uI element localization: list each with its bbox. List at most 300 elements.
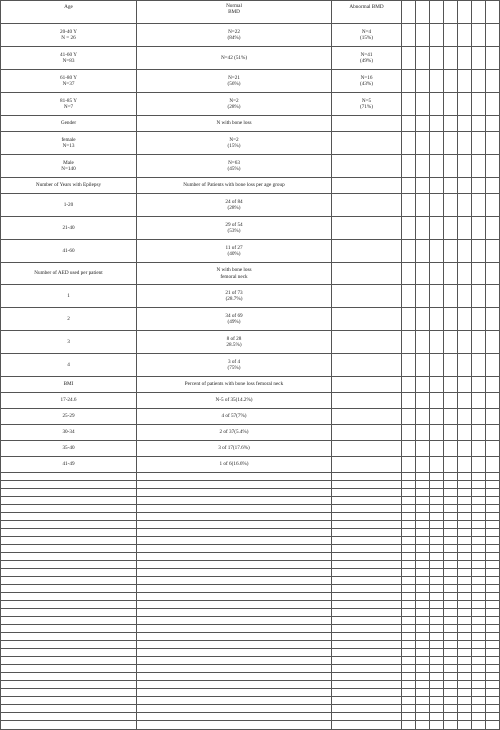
empty-cell — [444, 561, 458, 569]
empty-cell — [416, 537, 430, 545]
empty-cell — [402, 721, 416, 730]
empty-cell — [416, 377, 430, 393]
empty-cell — [430, 354, 444, 377]
empty-cell — [402, 545, 416, 553]
empty-cell — [1, 553, 137, 561]
epilepsy-years: 1-20 — [1, 194, 137, 217]
empty-cell — [416, 178, 430, 194]
empty-cell — [430, 553, 444, 561]
empty-cell — [486, 689, 500, 697]
empty-cell — [430, 481, 444, 489]
empty-cell — [444, 569, 458, 577]
empty-cell — [444, 601, 458, 609]
empty-cell — [486, 529, 500, 537]
empty-cell — [416, 263, 430, 285]
gender-bone-loss: N=63 (45%) — [137, 155, 332, 178]
empty-cell — [402, 673, 416, 681]
empty-cell — [472, 505, 486, 513]
empty-cell — [1, 705, 137, 713]
empty-row — [1, 529, 500, 537]
empty-cell — [472, 681, 486, 689]
empty-cell — [472, 521, 486, 529]
empty-cell — [458, 481, 472, 489]
empty-cell — [1, 713, 137, 721]
empty-cell — [486, 633, 500, 641]
empty-cell — [430, 593, 444, 601]
empty-cell — [430, 93, 444, 116]
empty-cell — [430, 657, 444, 665]
bmi-range: 35-40 — [1, 441, 137, 457]
empty-cell — [416, 705, 430, 713]
empty-cell — [458, 681, 472, 689]
empty-cell — [332, 155, 402, 178]
header-abnormal-bmd: Abnormal BMD — [332, 1, 402, 24]
gender-row — [1, 132, 500, 155]
empty-cell — [430, 194, 444, 217]
empty-row — [1, 697, 500, 705]
empty-cell — [458, 609, 472, 617]
aed-row — [1, 354, 500, 377]
empty-row — [1, 649, 500, 657]
empty-cell — [1, 641, 137, 649]
empty-cell — [458, 553, 472, 561]
empty-cell — [486, 116, 500, 132]
empty-cell — [444, 529, 458, 537]
empty-cell — [416, 481, 430, 489]
empty-row — [1, 681, 500, 689]
aed-row — [1, 331, 500, 354]
empty-cell — [486, 240, 500, 263]
empty-cell — [1, 665, 137, 673]
empty-cell — [458, 537, 472, 545]
empty-cell — [402, 489, 416, 497]
empty-row — [1, 521, 500, 529]
empty-cell — [416, 425, 430, 441]
epilepsy-bone-loss-header: Number of Patients with bone loss per age group — [137, 178, 332, 194]
empty-cell — [402, 354, 416, 377]
abnormal-bmd-value: N=4 (15%) — [332, 24, 402, 47]
empty-cell — [137, 649, 332, 657]
gender-bone-loss: N=2 (15%) — [137, 132, 332, 155]
empty-cell — [458, 489, 472, 497]
empty-cell — [472, 24, 486, 47]
empty-cell — [486, 155, 500, 178]
empty-cell — [458, 116, 472, 132]
empty-cell — [137, 609, 332, 617]
empty-cell — [430, 601, 444, 609]
empty-cell — [472, 194, 486, 217]
empty-cell — [430, 377, 444, 393]
empty-cell — [458, 713, 472, 721]
empty-cell — [430, 689, 444, 697]
empty-row — [1, 577, 500, 585]
empty-cell — [1, 633, 137, 641]
empty-cell — [402, 529, 416, 537]
empty-cell — [472, 545, 486, 553]
empty-row — [1, 689, 500, 697]
table-body — [1, 1, 500, 730]
empty-cell — [332, 331, 402, 354]
gender-row — [1, 155, 500, 178]
empty-cell — [458, 625, 472, 633]
empty-cell — [486, 132, 500, 155]
empty-cell — [416, 689, 430, 697]
empty-cell — [402, 601, 416, 609]
empty-cell — [444, 641, 458, 649]
empty-cell — [444, 489, 458, 497]
empty-cell — [416, 641, 430, 649]
empty-cell — [472, 657, 486, 665]
empty-cell — [416, 665, 430, 673]
empty-cell — [1, 577, 137, 585]
empty-cell — [416, 513, 430, 521]
empty-cell — [402, 633, 416, 641]
empty-cell — [332, 194, 402, 217]
empty-cell — [444, 308, 458, 331]
empty-cell — [402, 625, 416, 633]
empty-cell — [486, 697, 500, 705]
empty-cell — [458, 641, 472, 649]
empty-cell — [402, 194, 416, 217]
empty-cell — [137, 497, 332, 505]
empty-cell — [430, 473, 444, 481]
empty-cell — [458, 545, 472, 553]
empty-cell — [458, 617, 472, 625]
empty-cell — [458, 70, 472, 93]
normal-bmd-value: N=21 (56%) — [137, 70, 332, 93]
epilepsy-row — [1, 217, 500, 240]
empty-cell — [458, 649, 472, 657]
gender-header: Gender — [1, 116, 137, 132]
empty-cell — [430, 665, 444, 673]
empty-cell — [1, 721, 137, 730]
empty-cell — [332, 497, 402, 505]
empty-cell — [402, 649, 416, 657]
empty-cell — [486, 178, 500, 194]
epilepsy-bone-loss: 24 of 84 (28%) — [137, 194, 332, 217]
empty-cell — [332, 240, 402, 263]
empty-row — [1, 545, 500, 553]
empty-cell — [472, 116, 486, 132]
empty-cell — [137, 537, 332, 545]
empty-cell — [137, 513, 332, 521]
empty-cell — [416, 240, 430, 263]
empty-cell — [486, 641, 500, 649]
empty-cell — [472, 217, 486, 240]
empty-cell — [472, 178, 486, 194]
empty-cell — [430, 529, 444, 537]
empty-cell — [416, 601, 430, 609]
empty-cell — [444, 633, 458, 641]
empty-cell — [472, 689, 486, 697]
empty-cell — [416, 657, 430, 665]
aed-bone-loss-header: N with bone loss femoral neck — [137, 263, 332, 285]
empty-cell — [486, 569, 500, 577]
empty-cell — [402, 132, 416, 155]
empty-cell — [472, 70, 486, 93]
empty-cell — [137, 705, 332, 713]
empty-cell — [430, 489, 444, 497]
empty-cell — [486, 673, 500, 681]
empty-cell — [402, 641, 416, 649]
empty-cell — [458, 513, 472, 521]
empty-cell — [332, 601, 402, 609]
empty-row — [1, 665, 500, 673]
empty-cell — [458, 441, 472, 457]
empty-cell — [486, 601, 500, 609]
empty-cell — [1, 609, 137, 617]
normal-bmd-value: N=42 (51%) — [137, 47, 332, 70]
empty-cell — [402, 689, 416, 697]
empty-cell — [416, 24, 430, 47]
empty-cell — [458, 521, 472, 529]
empty-cell — [458, 393, 472, 409]
empty-cell — [137, 481, 332, 489]
empty-cell — [458, 409, 472, 425]
empty-cell — [430, 545, 444, 553]
empty-cell — [137, 489, 332, 497]
empty-cell — [486, 263, 500, 285]
empty-cell — [486, 705, 500, 713]
empty-cell — [444, 657, 458, 665]
empty-cell — [332, 263, 402, 285]
empty-cell — [444, 673, 458, 681]
empty-cell — [430, 561, 444, 569]
empty-cell — [1, 681, 137, 689]
empty-cell — [416, 633, 430, 641]
empty-cell — [444, 681, 458, 689]
empty-cell — [416, 441, 430, 457]
empty-cell — [416, 617, 430, 625]
empty-cell — [1, 689, 137, 697]
empty-cell — [1, 657, 137, 665]
empty-cell — [472, 409, 486, 425]
empty-cell — [137, 657, 332, 665]
bmi-row — [1, 457, 500, 473]
empty-cell — [472, 713, 486, 721]
empty-row — [1, 505, 500, 513]
empty-cell — [486, 721, 500, 730]
empty-cell — [444, 513, 458, 521]
empty-cell — [458, 697, 472, 705]
empty-cell — [332, 625, 402, 633]
empty-cell — [332, 481, 402, 489]
empty-cell — [444, 689, 458, 697]
empty-cell — [472, 489, 486, 497]
bmi-bone-loss: 1 of 6(16.6%) — [137, 457, 332, 473]
empty-cell — [430, 513, 444, 521]
empty-row — [1, 625, 500, 633]
empty-cell — [458, 263, 472, 285]
empty-cell — [402, 331, 416, 354]
empty-cell — [416, 308, 430, 331]
empty-cell — [444, 497, 458, 505]
empty-cell — [458, 354, 472, 377]
empty-cell — [486, 649, 500, 657]
empty-cell — [486, 537, 500, 545]
age-group: 81-85 Y N=7 — [1, 93, 137, 116]
empty-cell — [458, 689, 472, 697]
empty-row — [1, 609, 500, 617]
empty-cell — [444, 178, 458, 194]
aed-bone-loss: 21 of 73 (28.7%) — [137, 285, 332, 308]
empty-cell — [486, 521, 500, 529]
bmi-header-row — [1, 377, 500, 393]
epilepsy-bone-loss: 29 of 54 (53%) — [137, 217, 332, 240]
empty-cell — [332, 713, 402, 721]
empty-cell — [458, 425, 472, 441]
empty-cell — [430, 625, 444, 633]
empty-cell — [486, 441, 500, 457]
empty-cell — [472, 601, 486, 609]
empty-row — [1, 513, 500, 521]
empty-cell — [332, 489, 402, 497]
empty-cell — [137, 529, 332, 537]
empty-cell — [402, 70, 416, 93]
empty-cell — [137, 689, 332, 697]
empty-cell — [416, 393, 430, 409]
empty-cell — [444, 425, 458, 441]
empty-cell — [458, 47, 472, 70]
empty-cell — [430, 537, 444, 545]
empty-cell — [430, 505, 444, 513]
empty-cell — [472, 553, 486, 561]
aed-count: 2 — [1, 308, 137, 331]
abnormal-bmd-value: N=41 (49%) — [332, 47, 402, 70]
empty-cell — [444, 481, 458, 489]
empty-cell — [486, 285, 500, 308]
empty-cell — [332, 553, 402, 561]
empty-cell — [486, 561, 500, 569]
empty-cell — [458, 657, 472, 665]
empty-cell — [486, 617, 500, 625]
empty-row — [1, 561, 500, 569]
empty-cell — [416, 285, 430, 308]
empty-cell — [137, 681, 332, 689]
empty-cell — [444, 609, 458, 617]
empty-cell — [486, 585, 500, 593]
empty-cell — [472, 481, 486, 489]
empty-cell — [472, 354, 486, 377]
empty-cell — [430, 393, 444, 409]
empty-cell — [486, 593, 500, 601]
normal-bmd-value: N=22 (84%) — [137, 24, 332, 47]
empty-cell — [332, 521, 402, 529]
empty-cell — [402, 425, 416, 441]
empty-cell — [416, 497, 430, 505]
empty-cell — [444, 473, 458, 481]
empty-cell — [444, 617, 458, 625]
age-row — [1, 93, 500, 116]
empty-cell — [332, 457, 402, 473]
empty-cell — [458, 285, 472, 308]
empty-cell — [402, 93, 416, 116]
empty-cell — [444, 505, 458, 513]
empty-cell — [430, 116, 444, 132]
empty-cell — [472, 473, 486, 481]
empty-cell — [458, 705, 472, 713]
empty-cell — [430, 331, 444, 354]
age-row — [1, 24, 500, 47]
empty-cell — [402, 577, 416, 585]
empty-cell — [1, 561, 137, 569]
empty-row — [1, 569, 500, 577]
empty-cell — [486, 217, 500, 240]
empty-cell — [472, 47, 486, 70]
empty-cell — [416, 577, 430, 585]
empty-cell — [332, 537, 402, 545]
empty-cell — [430, 132, 444, 155]
bmi-range: 30-34 — [1, 425, 137, 441]
empty-cell — [402, 617, 416, 625]
empty-row — [1, 705, 500, 713]
empty-cell — [1, 649, 137, 657]
empty-cell — [430, 497, 444, 505]
empty-cell — [458, 633, 472, 641]
empty-cell — [458, 24, 472, 47]
empty-cell — [444, 665, 458, 673]
age-group: 41-60 Y N=83 — [1, 47, 137, 70]
empty-cell — [416, 681, 430, 689]
empty-cell — [486, 609, 500, 617]
empty-cell — [1, 625, 137, 633]
age-row — [1, 47, 500, 70]
aed-bone-loss: 34 of 69 (49%) — [137, 308, 332, 331]
empty-cell — [430, 70, 444, 93]
empty-cell — [430, 47, 444, 70]
bmi-bone-loss: 4 of 57(7%) — [137, 409, 332, 425]
empty-cell — [472, 609, 486, 617]
bmi-row — [1, 425, 500, 441]
empty-cell — [458, 457, 472, 473]
empty-cell — [458, 497, 472, 505]
bmi-range: 25-29 — [1, 409, 137, 425]
bmi-bone-loss: N-5 of 35(14.2%) — [137, 393, 332, 409]
epilepsy-years: 41-60 — [1, 240, 137, 263]
empty-cell — [444, 553, 458, 561]
empty-cell — [416, 70, 430, 93]
empty-cell — [430, 263, 444, 285]
bmi-header: BMI — [1, 377, 137, 393]
empty-cell — [472, 308, 486, 331]
empty-cell — [332, 116, 402, 132]
empty-cell — [486, 409, 500, 425]
empty-cell — [472, 529, 486, 537]
empty-cell — [402, 585, 416, 593]
empty-cell — [402, 441, 416, 457]
header-age: Age — [1, 1, 137, 24]
empty-cell — [444, 377, 458, 393]
empty-cell — [472, 593, 486, 601]
empty-cell — [332, 308, 402, 331]
empty-cell — [486, 425, 500, 441]
gender-header-row — [1, 116, 500, 132]
empty-cell — [402, 308, 416, 331]
empty-row — [1, 585, 500, 593]
empty-cell — [430, 705, 444, 713]
empty-cell — [416, 409, 430, 425]
aed-row — [1, 308, 500, 331]
empty-cell — [472, 673, 486, 681]
empty-row — [1, 537, 500, 545]
empty-cell — [430, 217, 444, 240]
bone-loss-header: N with bone loss — [137, 116, 332, 132]
empty-cell — [332, 585, 402, 593]
empty-cell — [137, 625, 332, 633]
empty-cell — [416, 132, 430, 155]
empty-cell — [430, 585, 444, 593]
empty-cell — [444, 217, 458, 240]
